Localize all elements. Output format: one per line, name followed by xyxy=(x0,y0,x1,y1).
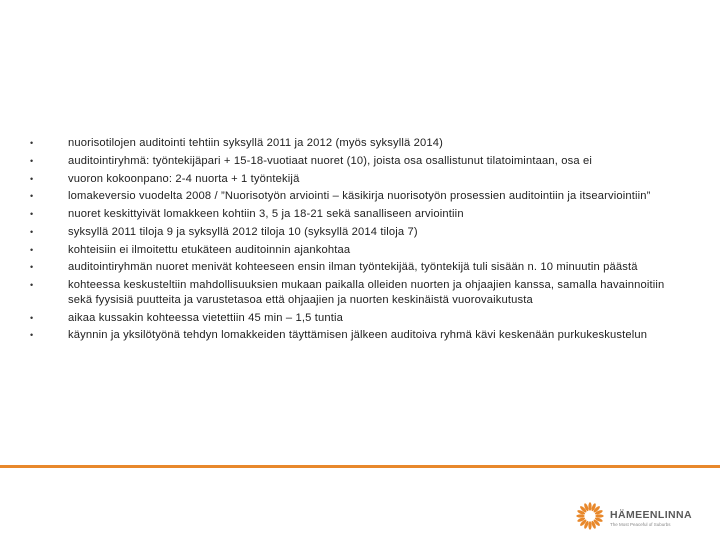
list-item xyxy=(28,189,678,204)
logo-tagline: The Most Peaceful of Suburbs xyxy=(610,522,671,527)
list-item xyxy=(28,136,678,151)
bullet-marker: • xyxy=(30,226,34,237)
bullet-list xyxy=(28,136,678,346)
bullet-marker: • xyxy=(30,312,34,323)
list-item xyxy=(28,225,678,240)
logo-petal xyxy=(588,521,591,529)
list-item xyxy=(28,311,678,326)
list-item-text: aikaa kussakin kohteessa vietettiin 45 min – 1,5 tuntia xyxy=(68,311,344,324)
logo-name: HÄMEENLINNA xyxy=(610,509,692,521)
list-item xyxy=(28,154,678,169)
list-item-text: nuorisotilojen auditointi tehtiin syksyllä 2011 ja 2012 (myös syksyllä 2014) xyxy=(68,137,443,149)
list-item-text: lomakeversio vuodelta 2008 / ”Nuorisotyön arviointi – käsikirja nuorisotyön prosessien auditointiin ja itsearviointiin” xyxy=(68,190,651,203)
bullet-marker: • xyxy=(30,138,34,148)
list-item-text: auditointiryhmän nuoret menivät kohteeseen ensin ilman työntekijää, työntekijä tuli sisään n. 10 minuutin päästä xyxy=(68,261,638,274)
list-item-text: kohteisiin ei ilmoitettu etukäteen auditoinnin ajankohtaa xyxy=(68,243,351,256)
list-item xyxy=(28,207,678,222)
list-item-text: kohteessa keskusteltiin mahdollisuuksien mukaan paikalla olleiden nuorten ja ohjaajien kanssa, samalla havainnoitiin sekä fyysisiä puutteita ja varustetasoa että ohjaajien ja nuorten keskinäistä vuorovaikutusta xyxy=(68,279,665,306)
bullet-marker: • xyxy=(30,280,34,291)
list-item-text: nuoret keskittyivät lomakkeen kohtiin 3, 5 ja 18-21 sekä sanalliseen arviointiin xyxy=(68,208,464,221)
logo-petal xyxy=(576,514,584,517)
bullet-marker: • xyxy=(30,244,34,255)
bullet-marker: • xyxy=(30,191,34,202)
list-item-text: auditointiryhmä: työntekijäpari + 15-18-vuotiaat nuoret (10), joista osa osallistunut tilatoimintaan, osa ei xyxy=(68,154,592,167)
logo-petal xyxy=(588,502,591,510)
bullet-marker: • xyxy=(30,209,34,220)
bullet-marker: • xyxy=(30,155,34,166)
list-item xyxy=(28,243,678,258)
hameenlinna-logo xyxy=(574,500,694,534)
logo-center xyxy=(587,513,593,519)
bullet-marker: • xyxy=(30,262,34,273)
list-item-text: syksyllä 2011 tiloja 9 ja syksyllä 2012 tiloja 10 (syksyllä 2014 tiloja 7) xyxy=(68,225,418,238)
list-item xyxy=(28,172,678,187)
logo-petal xyxy=(595,514,603,517)
footer-divider xyxy=(0,465,720,468)
list-item xyxy=(28,260,678,275)
list-item xyxy=(28,328,678,343)
list-item-text: käynnin ja yksilötyönä tehdyn lomakkeiden täyttämisen jälkeen auditoiva ryhmä kävi keskenään purkukeskustelun xyxy=(68,329,648,342)
bullet-marker: • xyxy=(30,173,34,184)
sunburst-logo-icon xyxy=(574,500,606,532)
list-item-text: vuoron kokoonpano: 2-4 nuorta + 1 työntekijä xyxy=(68,172,300,185)
bullet-marker: • xyxy=(30,330,34,341)
list-item xyxy=(28,278,678,307)
